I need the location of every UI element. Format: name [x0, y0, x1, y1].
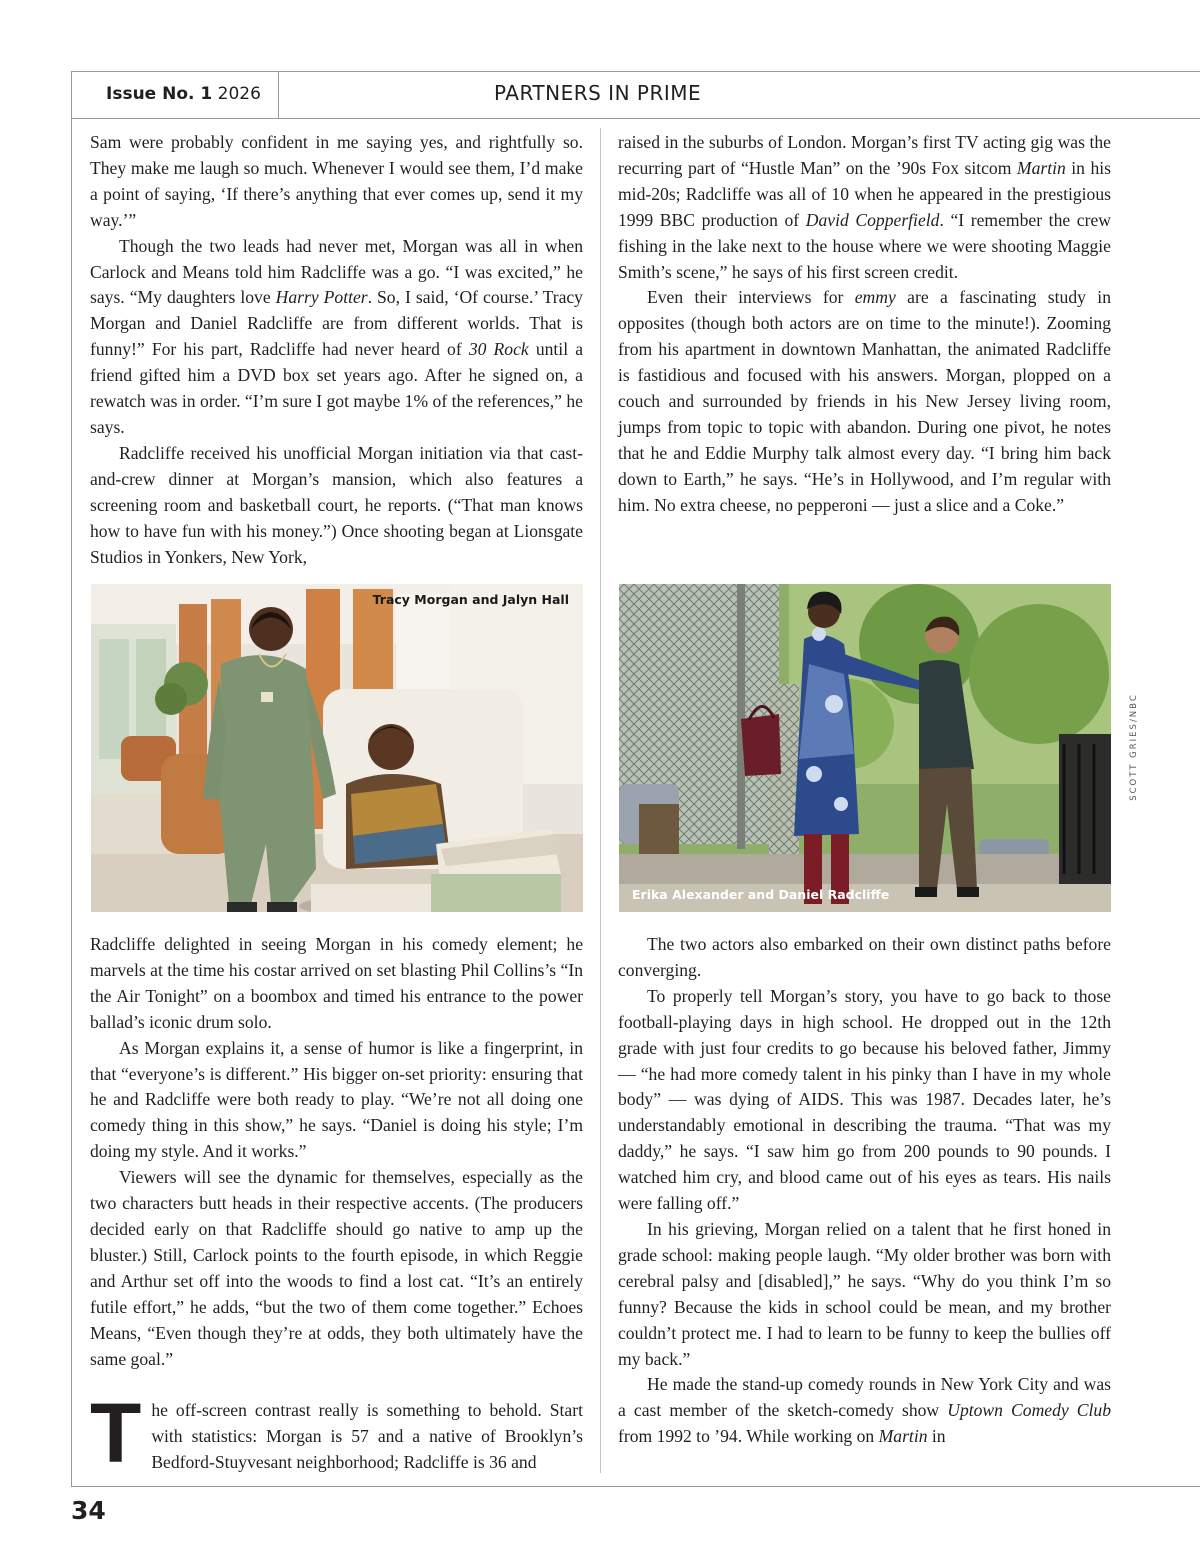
left-paragraph-4: Radcliffe delighted in seeing Morgan in his comedy element; he marvels at the time his costar arrived on set blasting Phil Collins’s “In the Air Tonight” on a boombox and timed his entrance to the power ballad’s iconic drum solo.	[90, 934, 583, 1032]
photo-caption-left: Tracy Morgan and Jalyn Hall	[372, 592, 569, 607]
left-column-dropcap-text	[90, 1386, 583, 1480]
dropcap-paragraph	[90, 1386, 583, 1480]
photo-credit-text: SCOTT GRIES/NBC	[1129, 693, 1139, 801]
issue-label	[106, 84, 261, 104]
photo-credit	[1127, 692, 1141, 802]
page-frame-left	[71, 71, 72, 1486]
header-divider	[278, 71, 279, 118]
right-paragraph-4: To properly tell Morgan’s story, you have to go back to those football-playing days in high school. He dropped out in the 12th grade with just four credits to go because his beloved father, Jimmy — “he had more comedy talent in his pinky than I have in my whole body” — was dying of AIDS. This was 1987. Decades later, he’s understandably emotional in describing the trauma. “That was my daddy,” he says. “I saw him go from 200 pounds to 90 pounds. I watched him cry, and blood came out of his eyes as tears. His nails were falling off.”	[618, 985, 1111, 1214]
left-paragraph-1: Sam were probably confident in me saying yes, and rightfully so. They make me laugh so much. Whenever I would see them, I’d make a point of saying, ‘If there’s anything that ever comes up, send it my way.’”	[90, 132, 583, 230]
right-paragraph-5: In his grieving, Morgan relied on a talent that he first honed in grade school: making people laugh. “My older brother was born with cerebral palsy and [disabled],” he says. “Why do you think I’m so funny? Because the kids in school could be mean, and my brother couldn’t protect me. I had to learn to be funny to keep the bullies off my back.”	[618, 1218, 1111, 1369]
running-head-title: PARTNERS IN PRIME	[494, 81, 702, 105]
right-paragraph-2: Even their interviews for emmy are a fascinating study in opposites (though both actors are on time to the minute!). Zooming from his apartment in downtown Manhattan, the animated Radcliffe is fastidious and focused with his answers. Morgan, plopped on a couch and surrounded by friends in his New Jersey living room, jumps from topic to topic with abandon. During one pivot, he notes that he and Eddie Murphy talk almost every day. “I bring him back down to Earth,” he says. “He’s in Hollywood, and I’m regular with him. No extra cheese, no pepperoni — just a slice and a Coke.”	[618, 287, 1111, 515]
photo-alexander-radcliffe-illustration	[619, 584, 1111, 912]
dropcap-letter: T	[90, 1386, 142, 1480]
right-paragraph-1: raised in the suburbs of London. Morgan’s first TV acting gig was the recurring part of “Hustle Man” on the ’90s Fox sitcom Martin in his mid-20s; Radcliffe was all of 10 when he appeared in the prestigious 1999 BBC production of David Copperfield. “I remember the crew fishing in the lake next to the house where we were shooting Maggie Smith’s scene,” he says of his first screen credit.	[618, 132, 1112, 282]
page-frame-top	[71, 71, 1200, 72]
photo-alexander-radcliffe	[619, 584, 1111, 912]
left-column-bottom-text	[90, 932, 583, 1372]
right-paragraph-3: The two actors also embarked on their own distinct paths before converging.	[618, 934, 1111, 980]
left-paragraph-6: Viewers will see the dynamic for themselves, especially as the two characters butt heads in their respective accents. (The producers decided early on that Radcliffe should go native to amp up the bluster.) Still, Carlock points to the fourth episode, in which Reggie and Arthur set off into the woods to find a lost cat. “It’s an entirely futile effort,” he adds, “but the two of them come together.” Echoes Means, “Even though they’re at odds, they both ultimately have the same goal.”	[90, 1167, 583, 1369]
page-frame-bottom	[71, 1486, 1200, 1487]
photo-morgan-hall-illustration	[91, 584, 583, 912]
right-column-top-text	[618, 130, 1111, 519]
left-paragraph-2: Though the two leads had never met, Morgan was all in when Carlock and Means told him Radcliffe was a go. “I was excited,” he says. “My daughters love Harry Potter. So, I said, ‘Of course.’ Tracy Morgan and Daniel Radcliffe are from different worlds. That is funny!” For his part, Radcliffe had never heard of 30 Rock until a friend gifted him a DVD box set years ago. After he signed on, a rewatch was in order. “I’m sure I got maybe 1% of the references,” he says.	[90, 235, 584, 437]
right-column-bottom-text	[618, 932, 1111, 1450]
right-paragraph-6: He made the stand-up comedy rounds in New York City and was a cast member of the sketch-comedy show Uptown Comedy Club from 1992 to ’94. While working on Martin in	[618, 1374, 1112, 1447]
dropcap-paragraph-text: he off-screen contrast really is something to behold. Start with statistics: Morgan is 57 and a native of Brooklyn’s Bedford-Stuyvesant neighborhood; Radcliffe is 36 and	[151, 1400, 583, 1472]
issue-year: 2026	[217, 84, 261, 104]
left-paragraph-5: As Morgan explains it, a sense of humor is like a fingerprint, in that “everyone’s is different.” His bigger on-set priority: ensuring that he and Radcliffe were both ready to play. “We’re not all doing one comedy thing in this show,” he says. “Daniel is doing his style; I’m doing my style. And it works.”	[90, 1037, 583, 1162]
page-number: 34	[71, 1496, 106, 1525]
photo-caption-right: Erika Alexander and Daniel Radcliffe	[632, 887, 890, 902]
issue-number: Issue No. 1	[106, 84, 213, 104]
header-bottom-rule	[71, 118, 1200, 119]
photo-morgan-hall	[91, 584, 583, 912]
left-paragraph-3: Radcliffe received his unofficial Morgan initiation via that cast-and-crew dinner at Morgan’s mansion, which also features a screening room and basketball court, he reports. (“That man knows how to have fun with his money.”) Once shooting began at Lionsgate Studios in Yonkers, New York,	[90, 442, 583, 567]
left-column-top-text	[90, 130, 583, 570]
column-divider	[600, 128, 601, 1473]
